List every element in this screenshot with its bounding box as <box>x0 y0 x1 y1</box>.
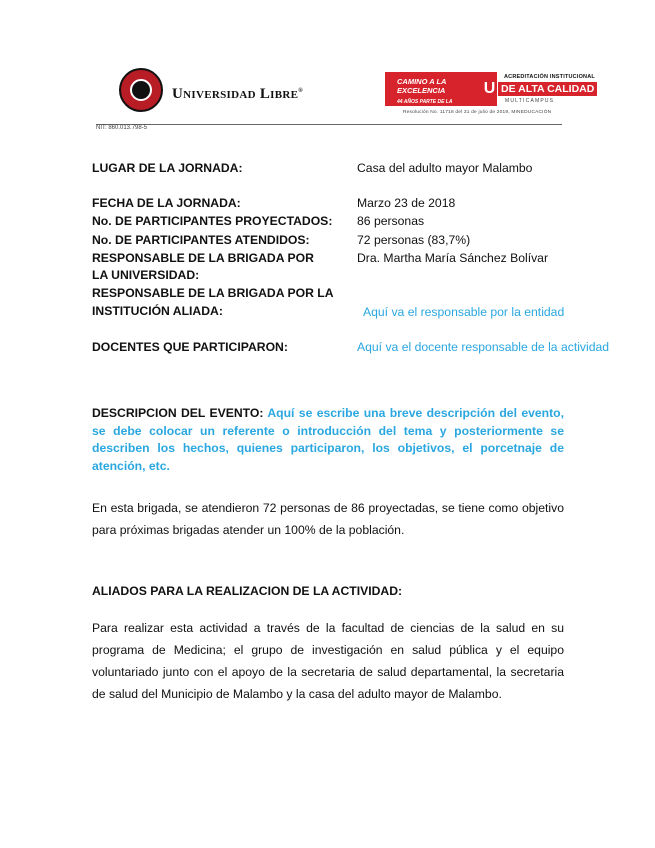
field-value-atendidos: 72 personas (83,7%) <box>357 233 471 247</box>
field-value-responsable-aliada: Aquí va el responsable por la entidad <box>363 305 565 319</box>
field-label-responsable-aliada-1: RESPONSABLE DE LA BRIGADA POR LA <box>92 286 334 300</box>
field-value-lugar: Casa del adulto mayor Malambo <box>357 161 533 175</box>
allies-paragraph: Para realizar esta actividad a través de la facultad de ciencias de la salud en su programa de Medicina; el grupo de investigación en salud pública y el equipo voluntariado junto con el apoyo de la secretaria de salud departamental, la secretaria de salud del Municipio de Malambo y la casa del adulto mayor de Malambo. <box>92 621 564 701</box>
event-description <box>92 405 564 475</box>
field-label-docentes: DOCENTES QUE PARTICIPARON: <box>92 340 288 354</box>
field-label-responsable-universidad-1: RESPONSABLE DE LA BRIGADA POR <box>92 251 314 265</box>
university-brand: Universidad Libre® <box>172 86 304 102</box>
field-value-fecha: Marzo 23 de 2018 <box>357 196 456 210</box>
accreditation-main: DE ALTA CALIDAD <box>498 82 597 96</box>
accreditation-sub: MULTICAMPUS <box>505 98 555 104</box>
badge-u-mark: U <box>482 72 497 106</box>
field-label-lugar: LUGAR DE LA JORNADA: <box>92 161 243 175</box>
description-placeholder: Aquí se escribe una breve descripción del evento, se debe colocar un referente o introducción del tema y posteriormente se describen los hechos, quienes participaron, los objetivos, el porcetnaje de atención, etc. <box>92 406 564 473</box>
field-label-responsable-aliada-2: INSTITUCIÓN ALIADA: <box>92 304 223 318</box>
description-label: DESCRIPCION DEL EVENTO: <box>92 406 264 420</box>
field-label-fecha: FECHA DE LA JORNADA: <box>92 196 241 210</box>
field-label-atendidos: No. DE PARTICIPANTES ATENDIDOS: <box>92 233 310 247</box>
field-value-responsable-universidad: Dra. Martha María Sánchez Bolívar <box>357 251 549 265</box>
accreditation-top: ACREDITACIÓN INSTITUCIONAL <box>504 74 595 80</box>
summary-paragraph: En esta brigada, se atendieron 72 personas de 86 proyectadas, se tiene como objetivo para próximas brigadas atender un 100% de la población. <box>92 501 564 537</box>
header-divider <box>96 124 562 125</box>
nit-label: NIT: 860.013.798-5 <box>96 125 148 131</box>
field-value-proyectados: 86 personas <box>357 214 425 228</box>
accreditation-resolution: Resolución No. 11718 del 31 de julio de 2019, MINEDUCACIÓN <box>403 110 552 115</box>
allies-heading: ALIADOS PARA LA REALIZACION DE LA ACTIVIDAD: <box>92 584 403 598</box>
excellence-badge: CAMINO A LA EXCELENCIA 44 AÑOS PARTE DE LA <box>385 72 482 106</box>
university-seal-icon <box>119 68 163 112</box>
field-value-docentes: Aquí va el docente responsable de la actividad <box>357 340 610 354</box>
field-label-responsable-universidad-2: LA UNIVERSIDAD: <box>92 268 200 282</box>
field-label-proyectados: No. DE PARTICIPANTES PROYECTADOS: <box>92 214 333 228</box>
